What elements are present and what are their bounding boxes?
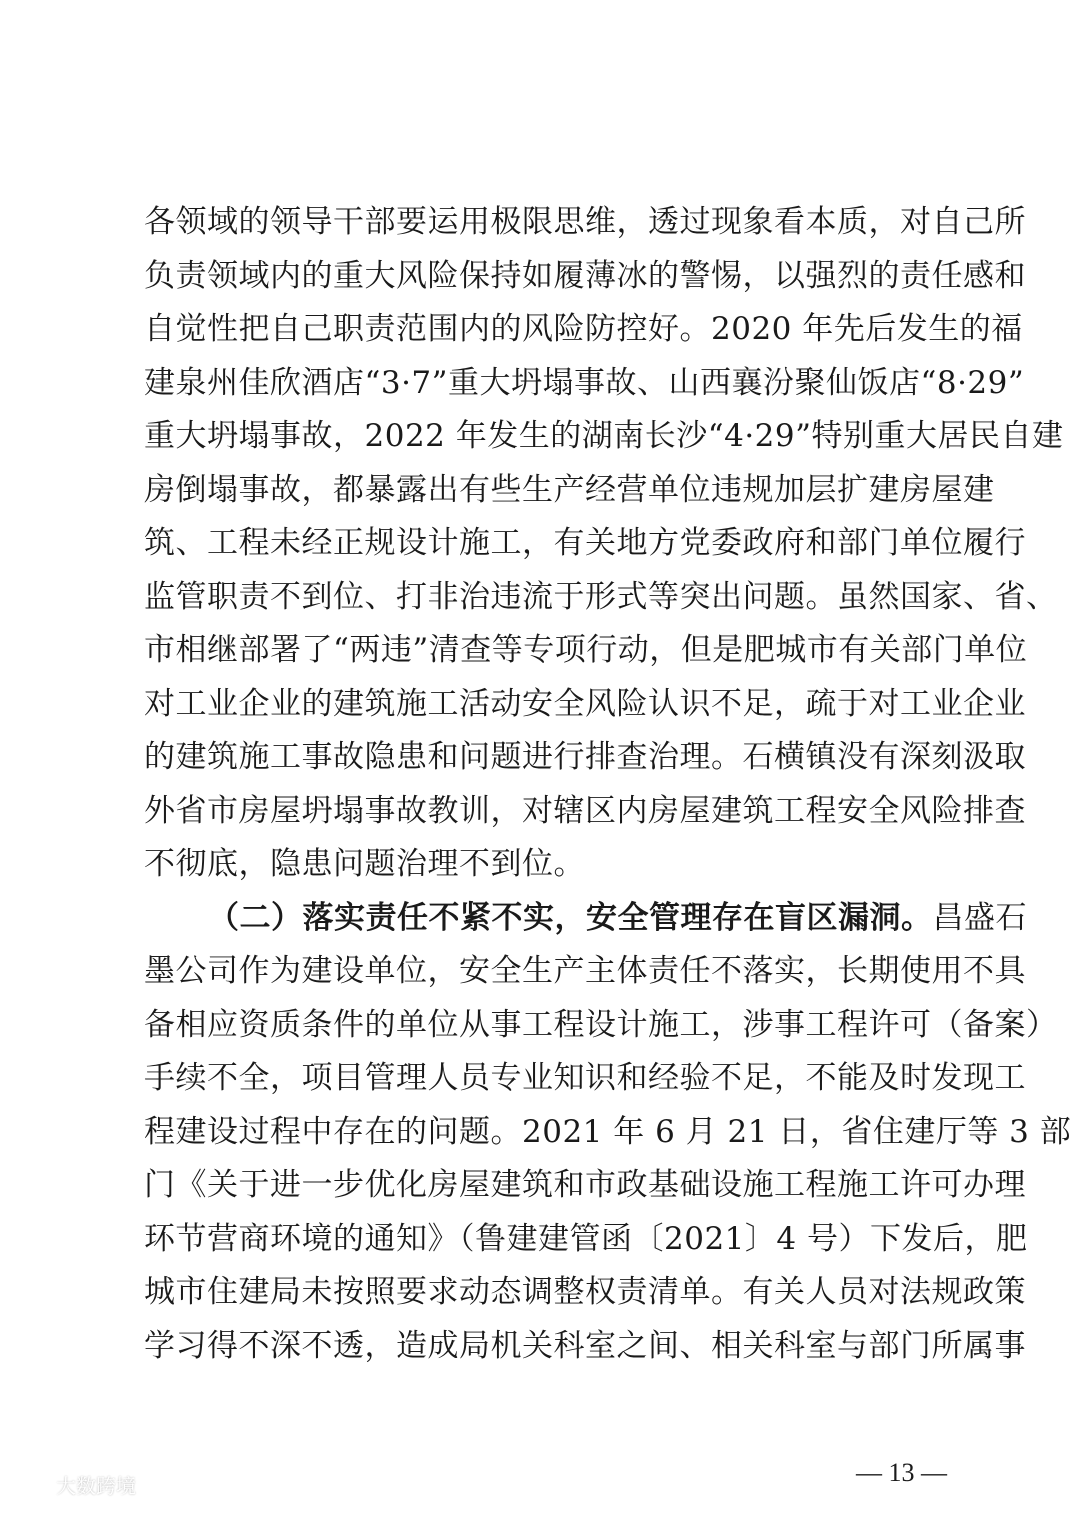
text-line: 城市住建局未按照要求动态调整权责清单。有关人员对法规政策 bbox=[144, 1274, 1026, 1310]
section-heading: （二）落实责任不紧不实，安全管理存在盲区漏洞。 bbox=[208, 899, 933, 936]
text-line: 自觉性把自己职责范围内的风险防控好。2020 年先后发生的福 bbox=[144, 311, 1023, 347]
text-line: 备相应资质条件的单位从事工程设计施工，涉事工程许可（备案） bbox=[144, 1006, 1058, 1043]
text-line: 墨公司作为建设单位，安全生产主体责任不落实，长期使用不具 bbox=[144, 953, 1026, 989]
text-line: 手续不全，项目管理人员专业知识和经验不足，不能及时发现工 bbox=[144, 1060, 1026, 1096]
text-line: 筑、工程未经正规设计施工，有关地方党委政府和部门单位履行 bbox=[144, 525, 1026, 561]
text-line: 建泉州佳欣酒店“3·7”重大坍塌事故、山西襄汾聚仙饭店“8·29” bbox=[144, 364, 1025, 401]
body-text bbox=[144, 196, 1072, 1373]
text-line: 房倒塌事故，都暴露出有些生产经营单位违规加层扩建房屋建 bbox=[144, 471, 995, 508]
text-line: 市相继部署了“两违”清查等专项行动，但是肥城市有关部门单位 bbox=[144, 632, 1028, 668]
text-line: 对工业企业的建筑施工活动安全风险认识不足，疏于对工业企业 bbox=[144, 685, 1026, 722]
weibo-icon bbox=[12, 1473, 50, 1497]
watermark-text: 大数跨境 bbox=[56, 1474, 136, 1498]
text-line: 重大坍塌事故，2022 年发生的湖南长沙“4·29”特别重大居民自建 bbox=[144, 418, 1064, 454]
text-line: 学习得不深不透，造成局机关科室之间、相关科室与部门所属事 bbox=[144, 1327, 1026, 1364]
text-line: 外省市房屋坍塌事故教训，对辖区内房屋建筑工程安全风险排查 bbox=[144, 792, 1026, 829]
text-line: 的建筑施工事故隐患和问题进行排查治理。石横镇没有深刻汲取 bbox=[144, 739, 1026, 775]
text-line: 不彻底，隐患问题治理不到位。 bbox=[144, 846, 585, 882]
section-heading-line bbox=[144, 892, 1027, 946]
text-line: 程建设过程中存在的问题。2021 年 6 月 21 日，省住建厅等 3 部 bbox=[144, 1113, 1072, 1150]
text-line: 门《关于进一步优化房屋建筑和市政基础设施工程施工许可办理 bbox=[144, 1167, 1026, 1203]
section-heading-continuation: 昌盛石 bbox=[932, 899, 1027, 936]
text-line: 环节营商环境的通知》（鲁建建管函〔2021〕4 号）下发后，肥 bbox=[144, 1220, 1028, 1257]
text-line: 监管职责不到位、打非治违流于形式等突出问题。虽然国家、省、 bbox=[144, 578, 1058, 615]
watermark bbox=[12, 1470, 136, 1499]
text-line: 负责领域内的重大风险保持如履薄冰的警惕，以强烈的责任感和 bbox=[144, 257, 1026, 294]
page-number: — 13 — bbox=[856, 1458, 947, 1487]
text-line: 各领域的领导干部要运用极限思维，透过现象看本质，对自己所 bbox=[144, 204, 1026, 240]
